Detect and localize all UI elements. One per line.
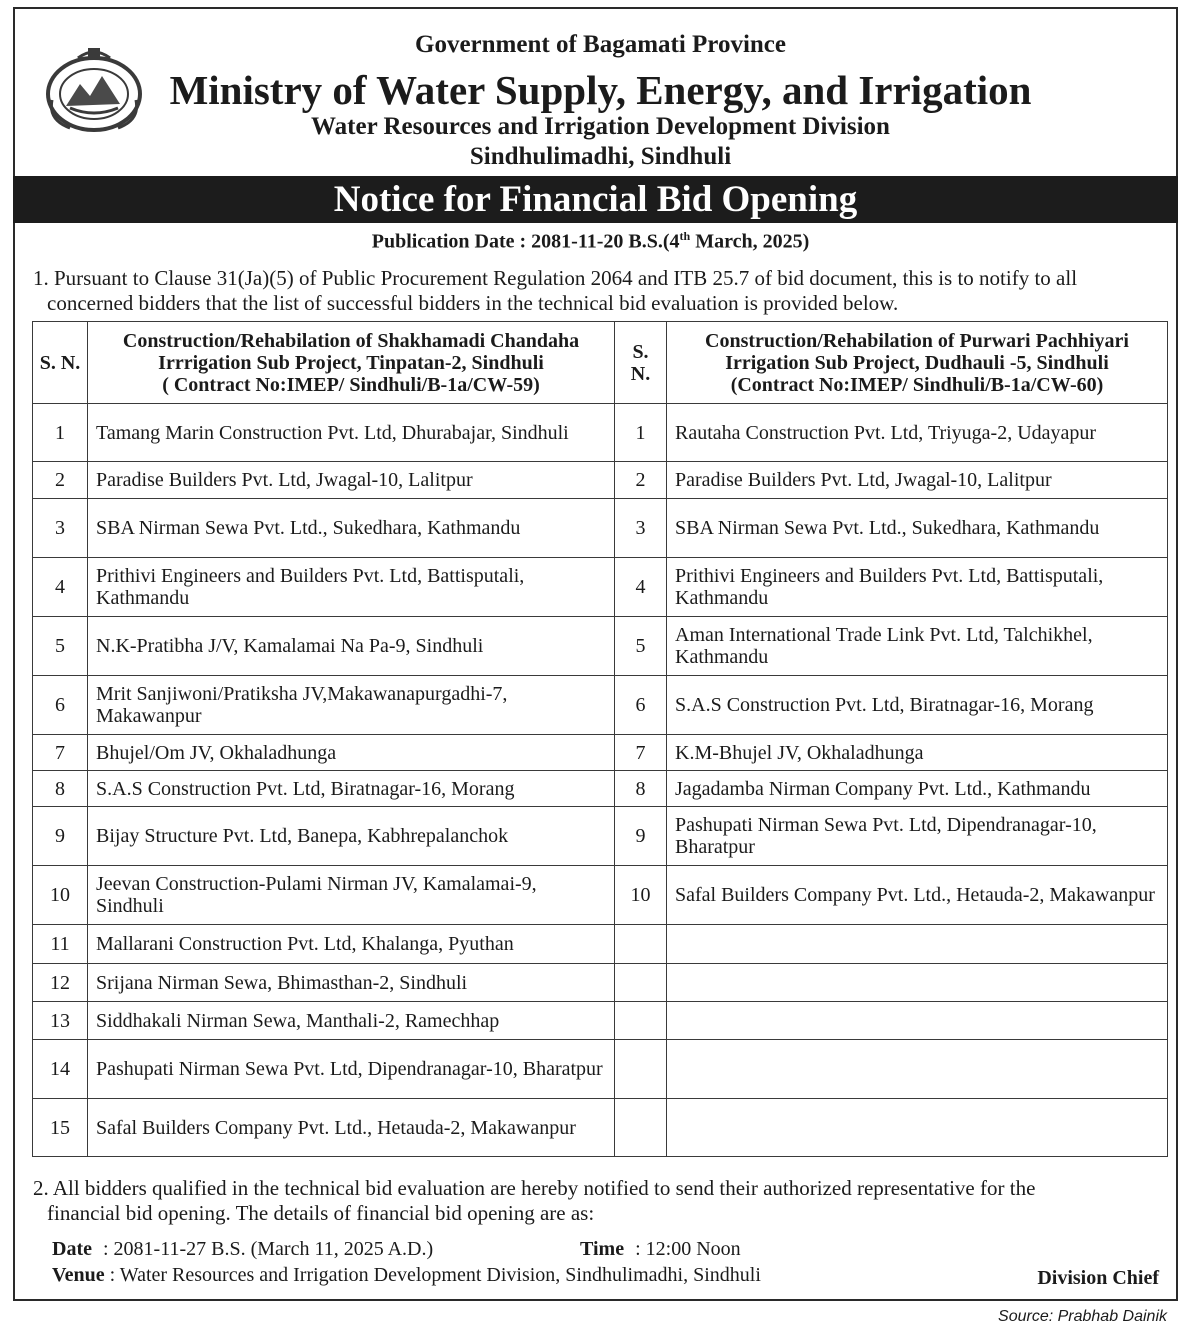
left-sn-cell: 10: [33, 866, 88, 925]
paragraph-2-line-1: 2. All bidders qualified in the technical bid evaluation are hereby notified to send their authorized representative for the: [33, 1176, 1036, 1200]
table-row: [33, 925, 1168, 964]
right-sn-cell: [615, 925, 667, 964]
table-row: [33, 462, 1168, 499]
right-header-line-1: Construction/Rehabilation of Purwari Pachhiyari: [705, 329, 1129, 352]
paragraph-2-line-2: financial bid opening. The details of financial bid opening are as:: [47, 1201, 595, 1225]
left-sn-cell: 1: [33, 404, 88, 462]
government-title: Government of Bagamati Province: [415, 31, 786, 58]
paragraph-1-line-1: 1. Pursuant to Clause 31(Ja)(5) of Public Procurement Regulation 2064 and ITB 25.7 of bid document, this is to notify to all: [33, 266, 1078, 290]
right-sn-cell: 4: [615, 558, 667, 617]
left-sn-cell: 3: [33, 499, 88, 558]
date-label: Date: [52, 1238, 92, 1260]
right-sn-cell: [615, 964, 667, 1002]
right-header-line-2: Irrigation Sub Project, Dudhauli -5, Sindhuli: [725, 351, 1109, 374]
left-bidder-cell: Tamang Marin Construction Pvt. Ltd, Dhurabajar, Sindhuli: [88, 404, 615, 462]
left-sn-cell: 12: [33, 964, 88, 1002]
table-row: [33, 964, 1168, 1002]
right-bidder-cell: [667, 964, 1168, 1002]
left-bidder-cell: N.K-Pratibha J/V, Kamalamai Na Pa-9, Sindhuli: [88, 617, 615, 676]
location-title: Sindhulimadhi, Sindhuli: [469, 143, 732, 170]
division-title: Water Resources and Irrigation Development Division: [311, 113, 890, 140]
sn-header-left: S. N.: [33, 322, 88, 404]
paragraph-1: [33, 266, 1168, 316]
left-sn-cell: 13: [33, 1002, 88, 1040]
venue-label: Venue: [52, 1264, 105, 1286]
table-row: [33, 1002, 1168, 1040]
right-sn-cell: 10: [615, 866, 667, 925]
left-bidder-cell: Prithivi Engineers and Builders Pvt. Ltd, Battisputali, Kathmandu: [88, 558, 615, 617]
left-sn-cell: 15: [33, 1099, 88, 1157]
left-bidder-cell: Mrit Sanjiwoni/Pratiksha JV,Makawanapurgadhi-7, Makawanpur: [88, 676, 615, 735]
source-credit: Source: Prabhab Dainik: [998, 1308, 1167, 1325]
right-sn-cell: 5: [615, 617, 667, 676]
publication-date: [0, 229, 1181, 254]
left-bidder-cell: Jeevan Construction-Pulami Nirman JV, Kamalamai-9, Sindhuli: [88, 866, 615, 925]
publication-date-sup: th: [679, 229, 691, 243]
left-header-line-1: Construction/Rehabilation of Shakhamadi Chandaha: [122, 329, 580, 352]
left-sn-cell: 5: [33, 617, 88, 676]
table-row: [33, 617, 1168, 676]
left-sn-cell: 6: [33, 676, 88, 735]
left-bidder-cell: Bhujel/Om JV, Okhaladhunga: [88, 735, 615, 771]
left-project-header: [88, 322, 615, 404]
right-bidder-cell: Prithivi Engineers and Builders Pvt. Ltd, Battisputali, Kathmandu: [667, 558, 1168, 617]
left-sn-cell: 11: [33, 925, 88, 964]
time-label: Time: [580, 1238, 625, 1260]
right-bidder-cell: S.A.S Construction Pvt. Ltd, Biratnagar-16, Morang: [667, 676, 1168, 735]
right-bidder-cell: [667, 1002, 1168, 1040]
right-sn-cell: 8: [615, 771, 667, 807]
ministry-title: Ministry of Water Supply, Energy, and Irrigation: [169, 67, 1032, 113]
left-sn-cell: 4: [33, 558, 88, 617]
left-header-line-2: Irrrigation Sub Project, Tinpatan-2, Sindhuli: [158, 351, 544, 374]
bidders-table: [32, 321, 1168, 1157]
right-sn-cell: 9: [615, 807, 667, 866]
table-row: [33, 676, 1168, 735]
right-sn-cell: 7: [615, 735, 667, 771]
right-sn-cell: [615, 1099, 667, 1157]
notice-title: Notice for Financial Bid Opening: [13, 176, 1178, 223]
sn-header-right: S. N.: [615, 322, 667, 404]
left-bidder-cell: Siddhakali Nirman Sewa, Manthali-2, Ramechhap: [88, 1002, 615, 1040]
paragraph-1-line-2: concerned bidders that the list of successful bidders in the technical bid evaluation is provided below.: [47, 291, 899, 315]
right-bidder-cell: Jagadamba Nirman Company Pvt. Ltd., Kathmandu: [667, 771, 1168, 807]
table-header-row: [33, 322, 1168, 404]
signature: Division Chief: [1037, 1267, 1159, 1289]
table-row: [33, 771, 1168, 807]
publication-date-suffix: March, 2025): [690, 230, 810, 253]
right-sn-cell: 6: [615, 676, 667, 735]
paragraph-2: [33, 1176, 1168, 1226]
right-bidder-cell: Pashupati Nirman Sewa Pvt. Ltd, Dipendranagar-10, Bharatpur: [667, 807, 1168, 866]
left-sn-cell: 14: [33, 1040, 88, 1099]
left-sn-cell: 8: [33, 771, 88, 807]
publication-date-prefix: Publication Date : 2081-11-20 B.S.(4: [371, 230, 680, 253]
table-row: [33, 1099, 1168, 1157]
left-bidder-cell: Safal Builders Company Pvt. Ltd., Hetauda-2, Makawanpur: [88, 1099, 615, 1157]
right-bidder-cell: Paradise Builders Pvt. Ltd, Jwagal-10, Lalitpur: [667, 462, 1168, 499]
right-bidder-cell: Aman International Trade Link Pvt. Ltd, Talchikhel, Kathmandu: [667, 617, 1168, 676]
left-bidder-cell: Pashupati Nirman Sewa Pvt. Ltd, Dipendranagar-10, Bharatpur: [88, 1040, 615, 1099]
left-bidder-cell: SBA Nirman Sewa Pvt. Ltd., Sukedhara, Kathmandu: [88, 499, 615, 558]
left-bidder-cell: Mallarani Construction Pvt. Ltd, Khalanga, Pyuthan: [88, 925, 615, 964]
right-sn-cell: [615, 1002, 667, 1040]
venue-value: : Water Resources and Irrigation Development Division, Sindhulimadhi, Sindhuli: [109, 1264, 761, 1286]
right-bidder-cell: Rautaha Construction Pvt. Ltd, Triyuga-2, Udayapur: [667, 404, 1168, 462]
right-sn-cell: 1: [615, 404, 667, 462]
table-row: [33, 1040, 1168, 1099]
right-sn-cell: 2: [615, 462, 667, 499]
left-bidder-cell: Bijay Structure Pvt. Ltd, Banepa, Kabhrepalanchok: [88, 807, 615, 866]
table-row: [33, 807, 1168, 866]
right-header-line-3: (Contract No:IMEP/ Sindhuli/B-1a/CW-60): [730, 373, 1104, 396]
left-bidder-cell: Srijana Nirman Sewa, Bhimasthan-2, Sindhuli: [88, 964, 615, 1002]
left-header-line-3: ( Contract No:IMEP/ Sindhuli/B-1a/CW-59): [162, 373, 540, 396]
left-sn-cell: 9: [33, 807, 88, 866]
right-bidder-cell: K.M-Bhujel JV, Okhaladhunga: [667, 735, 1168, 771]
right-bidder-cell: Safal Builders Company Pvt. Ltd., Hetauda-2, Makawanpur: [667, 866, 1168, 925]
table-row: [33, 866, 1168, 925]
right-bidder-cell: SBA Nirman Sewa Pvt. Ltd., Sukedhara, Kathmandu: [667, 499, 1168, 558]
time-line: [580, 1238, 741, 1261]
table-row: [33, 735, 1168, 771]
right-bidder-cell: [667, 1040, 1168, 1099]
left-bidder-cell: Paradise Builders Pvt. Ltd, Jwagal-10, Lalitpur: [88, 462, 615, 499]
right-bidder-cell: [667, 1099, 1168, 1157]
right-bidder-cell: [667, 925, 1168, 964]
table-row: [33, 404, 1168, 462]
date-line: [52, 1238, 433, 1261]
right-sn-cell: 3: [615, 499, 667, 558]
right-project-header: [667, 322, 1168, 404]
time-value: : 12:00 Noon: [635, 1238, 741, 1260]
table-row: [33, 558, 1168, 617]
left-sn-cell: 2: [33, 462, 88, 499]
left-bidder-cell: S.A.S Construction Pvt. Ltd, Biratnagar-16, Morang: [88, 771, 615, 807]
left-sn-cell: 7: [33, 735, 88, 771]
table-row: [33, 499, 1168, 558]
date-value: : 2081-11-27 B.S. (March 11, 2025 A.D.): [102, 1238, 434, 1260]
right-sn-cell: [615, 1040, 667, 1099]
venue-line: [52, 1264, 761, 1287]
